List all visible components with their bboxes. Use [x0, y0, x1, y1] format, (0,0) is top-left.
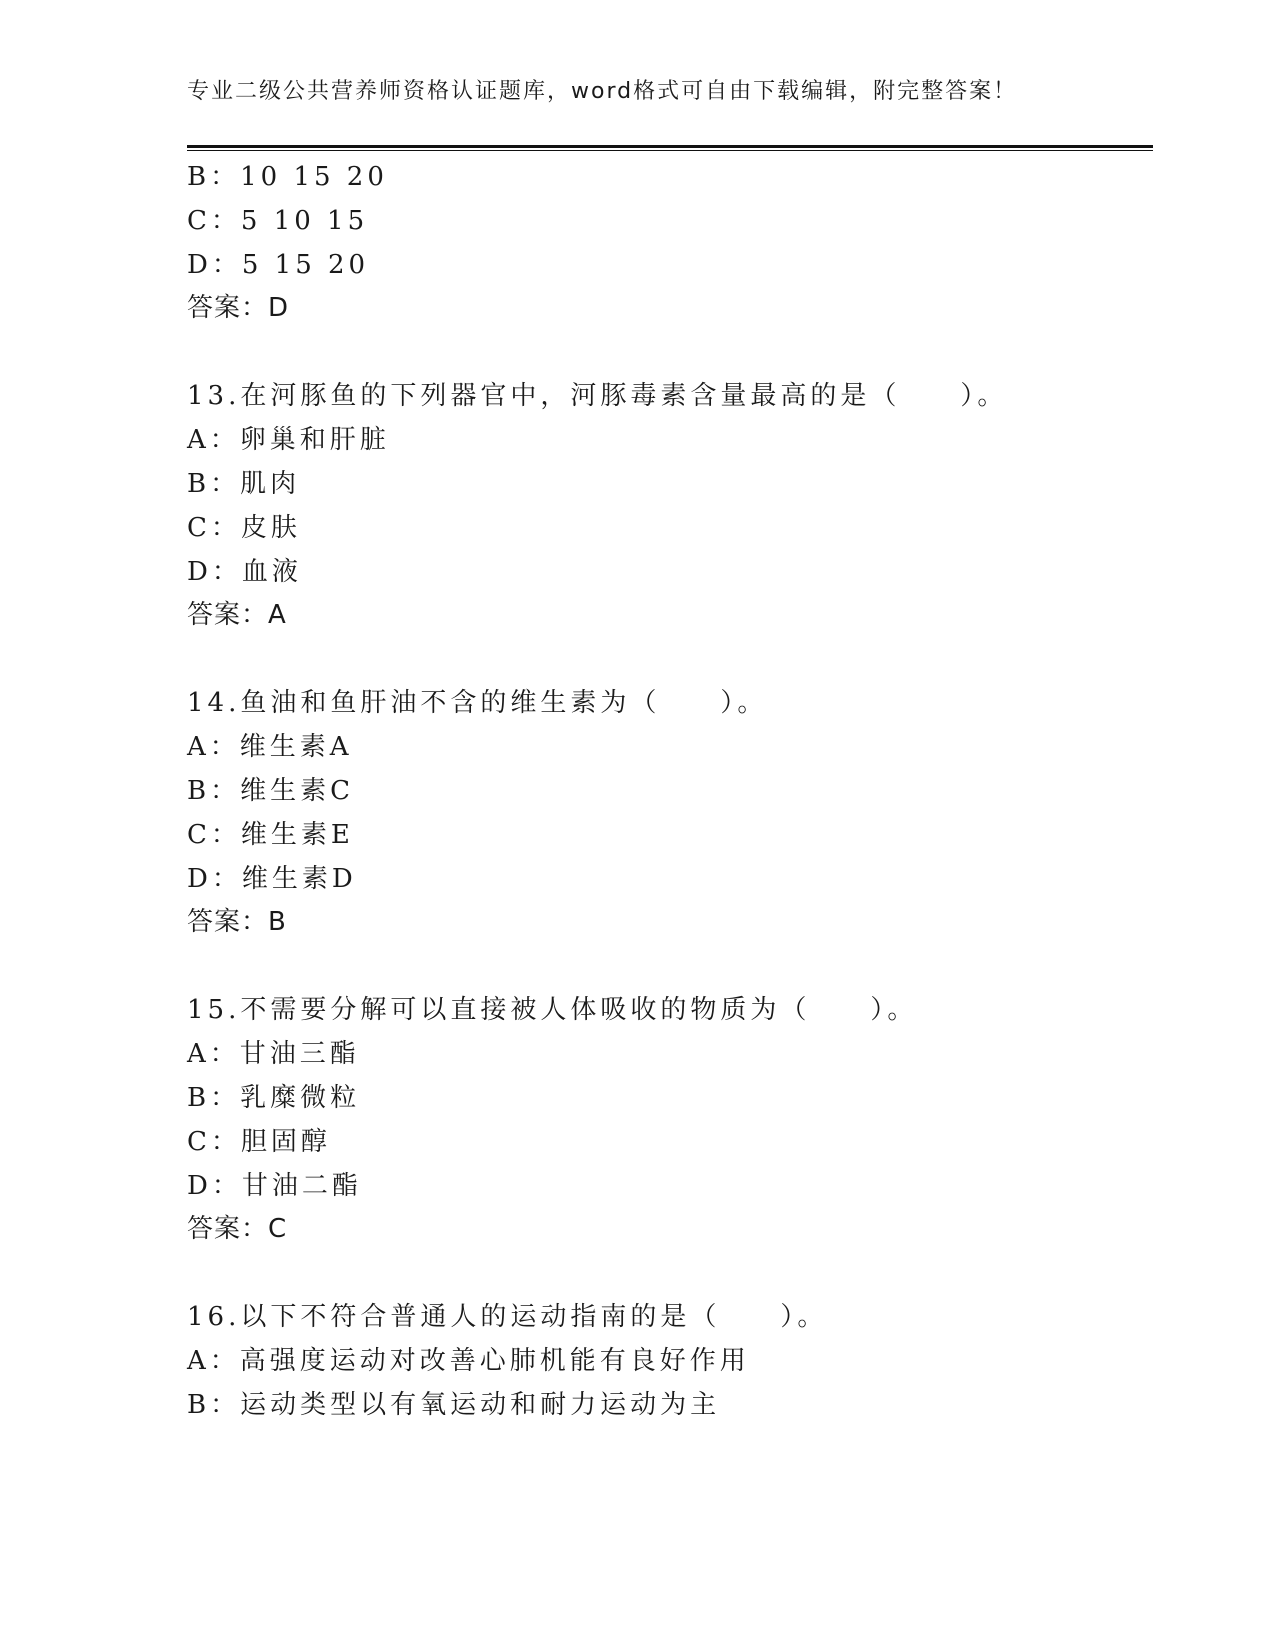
- option-a: A：卵巢和肝脏: [187, 425, 390, 455]
- option-a: A：维生素A: [187, 732, 353, 762]
- answer-line: 答案：C: [187, 1214, 288, 1244]
- option-b: B：乳糜微粒: [187, 1083, 361, 1113]
- option-a: A：高强度运动对改善心肺机能有良好作用: [187, 1346, 750, 1376]
- option-b: B：肌肉: [187, 469, 301, 499]
- answer-line: 答案：B: [187, 907, 287, 937]
- answer-line: 答案：A: [187, 600, 287, 630]
- option-d: D：5 15 20: [187, 250, 370, 280]
- header-rule: [187, 145, 1153, 148]
- option-c: C：5 10 15: [187, 206, 369, 236]
- option-d: D：甘油二酯: [187, 1171, 362, 1201]
- option-b: B：10 15 20: [187, 162, 388, 192]
- option-b: B：维生素C: [187, 776, 355, 806]
- answer-line: 答案：D: [187, 293, 290, 323]
- question-stem: 16.以下不符合普通人的运动指南的是（ ）。: [187, 1302, 828, 1332]
- option-d: D：维生素D: [187, 864, 357, 894]
- question-stem: 15.不需要分解可以直接被人体吸收的物质为（ ）。: [187, 995, 918, 1025]
- option-a: A：甘油三酯: [187, 1039, 360, 1069]
- option-b: B：运动类型以有氧运动和耐力运动为主: [187, 1390, 721, 1420]
- header-rule-thin: [187, 150, 1153, 151]
- option-c: C：维生素E: [187, 820, 354, 850]
- page-header: 专业二级公共营养师资格认证题库，word格式可自由下载编辑，附完整答案！: [187, 79, 1018, 104]
- option-c: C：胆固醇: [187, 1127, 331, 1157]
- option-d: D：血液: [187, 557, 302, 587]
- option-c: C：皮肤: [187, 513, 301, 543]
- question-stem: 14.鱼油和鱼肝油不含的维生素为（ ）。: [187, 688, 768, 718]
- question-stem: 13.在河豚鱼的下列器官中，河豚毒素含量最高的是（ ）。: [187, 381, 1008, 411]
